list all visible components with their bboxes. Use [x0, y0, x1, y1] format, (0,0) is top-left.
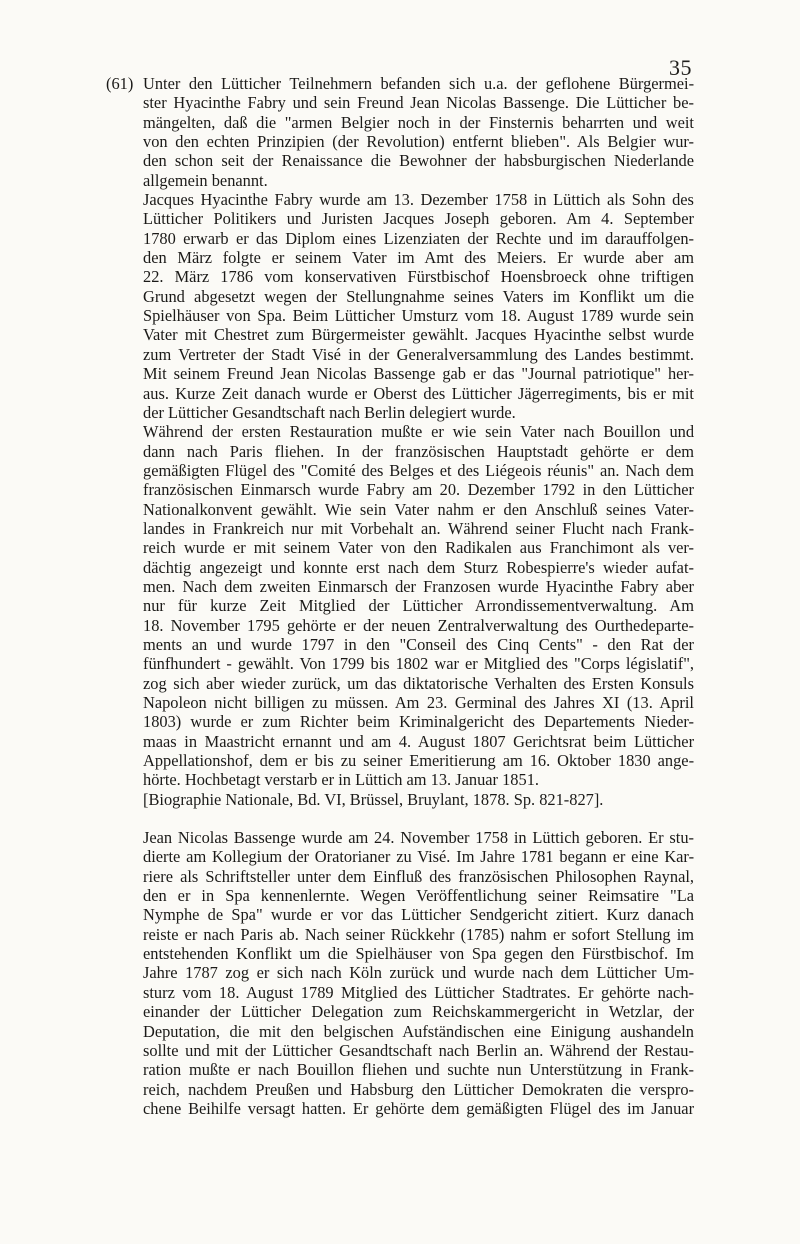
- text-line: Grund abgesetzt wegen der Stellungnahme seines Vaters im Konflikt um die: [143, 286, 695, 306]
- text-line: mängelten, daß die "armen Belgier noch in der Finsternis beharrten und weit: [143, 112, 694, 132]
- text-line: dann nach Paris fliehen. In der französischen Hauptstadt gehörte er dem: [143, 441, 694, 461]
- text-line: zog sich aber wieder zurück, um das diktatorische Verhalten des Ersten Konsuls: [143, 673, 694, 693]
- text-line: allgemein benannt.: [143, 170, 268, 190]
- text-line: den schon seit der Renaissance die Bewohner der habsburgischen Niederlande: [143, 151, 694, 171]
- text-line: sollte und mit der Lütticher Gesandtschaft nach Berlin an. Während der Restau-: [143, 1040, 694, 1060]
- paragraph-gap: [143, 809, 694, 828]
- text-line: fünfhundert - gewählt. Von 1799 bis 1802 war er Mitglied des "Corps législatif",: [143, 654, 695, 674]
- text-line: Nationalkonvent gewählt. Wie sein Vater nahm er den Anschluß seines Vater-: [143, 499, 694, 519]
- text-line: den er in Spa kennenlernte. Wegen Veröffentlichung seiner Reimsatire "La: [143, 886, 695, 906]
- text-line: ments an und wurde 1797 in den "Conseil des Cinq Cents" - den Rat der: [143, 634, 694, 654]
- text-line: Mit seinem Freund Jean Nicolas Bassenge gab er das "Journal patriotique" her-: [143, 364, 695, 384]
- text-line: 18. November 1795 gehörte er der neuen Zentralverwaltung des Ourthedeparte-: [143, 615, 695, 635]
- text-line: Deputation, die mit den belgischen Aufständischen eine Einigung aushandeln: [143, 1021, 694, 1041]
- text-line: hörte. Hochbetagt verstarb er in Lüttich am 13. Januar 1851.: [143, 770, 539, 790]
- text-line: men. Nach dem zweiten Einmarsch der Franzosen wurde Hyacinthe Fabry aber: [143, 576, 695, 596]
- paragraph-fabry-early: [143, 190, 694, 422]
- text-line: französischen Einmarsch wurde Fabry am 20. Dezember 1792 in den Lütticher: [143, 480, 694, 500]
- text-line: Appellationshof, dem er bis zu seiner Emeritierung am 16. Oktober 1830 ange-: [143, 751, 695, 771]
- text-line: Jahre 1787 zog er sich nach Köln zurück und wurde nach dem Lütticher Um-: [143, 963, 695, 983]
- text-line: reiste er nach Paris ab. Nach seiner Rückkehr (1785) nahm er sofort Stellung im: [143, 924, 694, 944]
- text-line: landes in Frankreich nur mit Vorbehalt an. Während seiner Flucht nach Frank-: [143, 518, 695, 538]
- text-line: ration mußte er nach Bouillon fliehen und suchte nun Unterstützung in Frank-: [143, 1060, 695, 1080]
- citation: [Biographie Nationale, Bd. VI, Brüssel, Bruylant, 1878. Sp. 821-827].: [143, 789, 604, 809]
- text-line: gemäßigten Flügel des "Comité des Belges et des Liégeois réunis" an. Nach dem: [143, 460, 695, 480]
- text-line: Unter den Lütticher Teilnehmern befanden sich u.a. der geflohene Bürgermei-: [143, 74, 695, 93]
- text-line: Jacques Hyacinthe Fabry wurde am 13. Dezember 1758 in Lüttich als Sohn des: [143, 190, 694, 210]
- text-line: nur für kurze Zeit Mitglied der Lütticher Arrondissementverwaltung. Am: [143, 596, 694, 616]
- paragraph-fabry-later: [143, 422, 694, 809]
- text-line: einander der Lütticher Delegation zum Reichskammergericht in Wetzlar, der: [143, 1002, 694, 1022]
- text-line: Napoleon nicht billigen zu müssen. Am 23. Germinal des Jahres XI (13. April: [143, 693, 694, 712]
- text-line: Spielhäuser von Spa. Beim Lütticher Umsturz vom 18. August 1789 wurde sein: [143, 306, 695, 326]
- text-line: Während der ersten Restauration mußte er wie sein Vater nach Bouillon und: [143, 422, 695, 442]
- text-line: 1780 erwarb er das Diplom eines Lizenziaten der Rechte und im darauffolgen-: [143, 228, 694, 248]
- text-line: Vater mit Chestret zum Bürgermeister gewählt. Jacques Hyacinthe selbst wurde: [143, 325, 695, 345]
- text-line: entstehenden Konflikt um die Spielhäuser von Spa gegen den Fürstbischof. Im: [143, 944, 694, 964]
- text-line: dächtig angezeigt und konnte erst nach dem Sturz Robespierre's wieder aufat-: [143, 557, 694, 577]
- text-line: dierte am Kollegium der Oratorianer zu Visé. Im Jahre 1781 begann er eine Kar-: [143, 847, 695, 867]
- text-line: 1803) wurde er zum Richter beim Kriminalgericht des Departements Nieder-: [143, 712, 694, 732]
- text-line: riere als Schriftsteller unter dem Einfluß des französischen Philosophen Raynal,: [143, 866, 694, 886]
- text-line: Jean Nicolas Bassenge wurde am 24. November 1758 in Lüttich geboren. Er stu-: [143, 828, 695, 848]
- text-line: 22. März 1786 vom konservativen Fürstbischof Hoensbroeck ohne triftigen: [143, 267, 694, 287]
- text-line: von den echten Prinzipien (der Revolution) entfernt blieben". Als Belgier wur-: [143, 132, 694, 152]
- text-line: reich, nachdem Preußen und Habsburg den Lütticher Demokraten die verspro-: [143, 1079, 694, 1099]
- text-line: ster Hyacinthe Fabry und sein Freund Jean Nicolas Bassenge. Die Lütticher be-: [143, 93, 694, 113]
- text-line: den März folgte er seinem Vater im Amt des Meiers. Er wurde aber am: [143, 248, 695, 268]
- text-line: Nymphe de Spa" wurde er vor das Lütticher Sendgericht zitiert. Kurz danach: [143, 905, 694, 925]
- footnote-marker: (61): [106, 74, 134, 93]
- text-line: Lütticher Politikers und Juristen Jacques Joseph geboren. Am 4. September: [143, 209, 694, 229]
- text-line: maas in Maastricht ernannt und am 4. August 1807 Gerichtsrat beim Lütticher: [143, 731, 695, 751]
- text-line: sturz vom 18. August 1789 Mitglied des Lütticher Stadtrates. Er gehörte nach-: [143, 982, 694, 1002]
- text-line: der Lütticher Gesandtschaft nach Berlin delegiert wurde.: [143, 402, 516, 422]
- paragraph-intro: [143, 74, 694, 190]
- text-line: zum Vertreter der Stadt Visé in der Generalversammlung des Landes bestimmt.: [143, 344, 694, 364]
- page-number: 35: [669, 55, 692, 80]
- text-line: aus. Kurze Zeit danach wurde er Oberst des Lütticher Jägerregiments, bis er mit: [143, 383, 694, 403]
- footnote-61: [106, 74, 694, 1118]
- text-line: chene Beihilfe versagt hatten. Er gehörte dem gemäßigten Flügel des im Januar: [143, 1098, 695, 1118]
- footnote-body: [143, 74, 694, 1118]
- text-line: reich wurde er mit seinem Vater von den Radikalen aus Franchimont als ver-: [143, 538, 695, 558]
- paragraph-bassenge: [143, 828, 694, 1118]
